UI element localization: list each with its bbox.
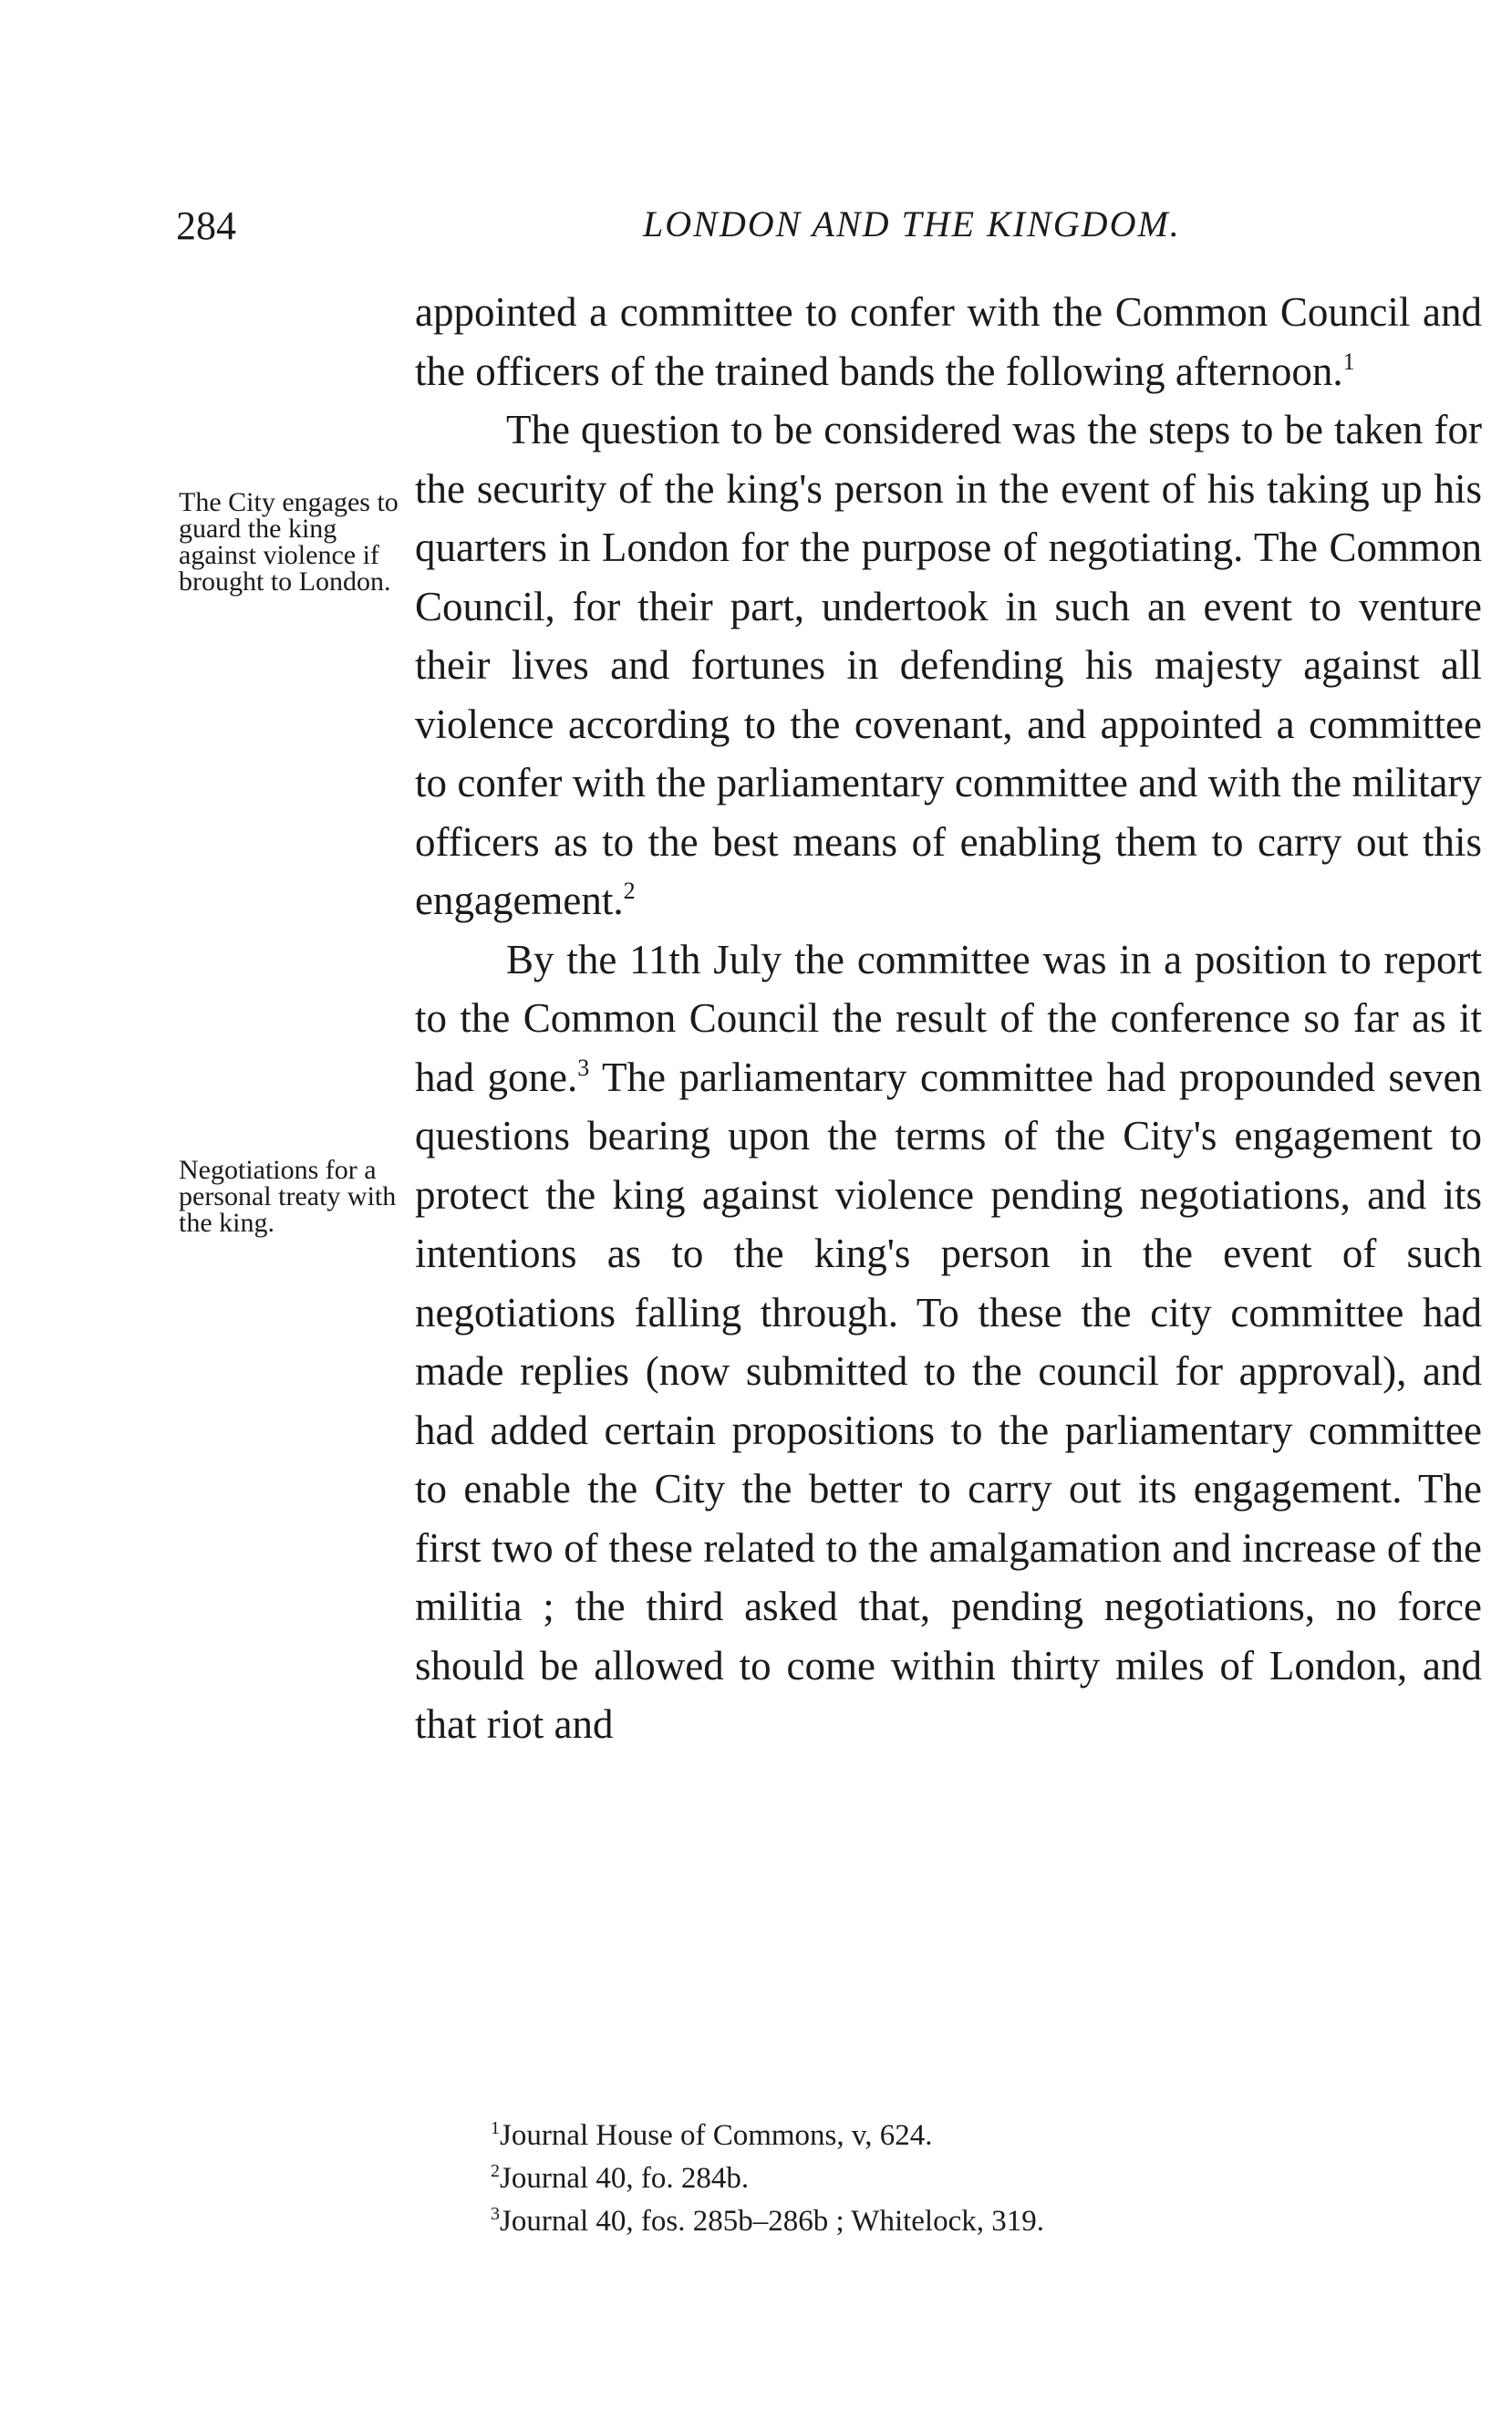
paragraph-text: The question to be considered was the steps to be taken for the security of the king's person in the event of his taking up his quarters in London for the purpose of negotiating. The Common Council, for their part, undertook in such an event to venture their lives and fortunes in defending his majesty against all violence according to the covenant, and appointed a committee to confer with the parliamentary committee and with the military officers as to the best means of enabling them to carry out this engagement. — [415, 407, 1482, 923]
marginal-note: Negotiations for a personal treaty with the king. — [179, 1155, 397, 1238]
page-number: 284 — [176, 203, 236, 248]
paragraph-text: The parliamentary committee had propounded seven questions bearing upon the terms of the City's engagement to protect the king against violence pending negotiations, and its intentions as to the king's person in the event of such negotiations falling through. To these the city committee had made replies (now submitted to the council for approval), and had added certain propositions to the parliamentary committee to enable the City the better to carry out its engagement. The first two of these related to the amalgamation and increase of the militia ; the third asked that, pending negotiations, no force should be allowed to come within thirty miles of London, and that riot and — [415, 1054, 1482, 1747]
marginal-note: The City engages to guard the king against violence if brought to London. — [179, 487, 399, 597]
footnote-ref: 1 — [1342, 348, 1355, 375]
footnote-text: Journal 40, fos. 285b–286b ; Whitelock, 319. — [500, 2205, 1044, 2238]
footnote-ref: 3 — [577, 1054, 590, 1081]
footnote-marker: 2 — [491, 2161, 500, 2181]
paragraph — [415, 283, 1482, 400]
paragraph-text: By the 11th July the committee was in a position to report to the Common Council the result of the conference so far as it had gone. — [415, 936, 1482, 1100]
paragraph — [415, 400, 1482, 930]
paragraph-text: appointed a committee to confer with the Common Council and the officers of the trained bands the following afternoon. — [415, 289, 1482, 394]
footnote — [491, 2115, 1403, 2157]
footnote — [491, 2157, 1403, 2200]
footnote — [491, 2200, 1403, 2243]
footnote-marker: 1 — [491, 2118, 500, 2138]
footnote-text: Journal 40, fo. 284b. — [500, 2162, 750, 2195]
paragraph — [415, 930, 1482, 1754]
footnote-marker: 3 — [491, 2204, 500, 2224]
running-title: LONDON AND THE KINGDOM. — [643, 203, 1181, 244]
footnote-text: Journal House of Commons, v, 624. — [500, 2119, 933, 2152]
footnote-ref: 2 — [623, 878, 636, 904]
footnotes — [491, 2115, 1403, 2243]
body-text — [415, 283, 1482, 1754]
